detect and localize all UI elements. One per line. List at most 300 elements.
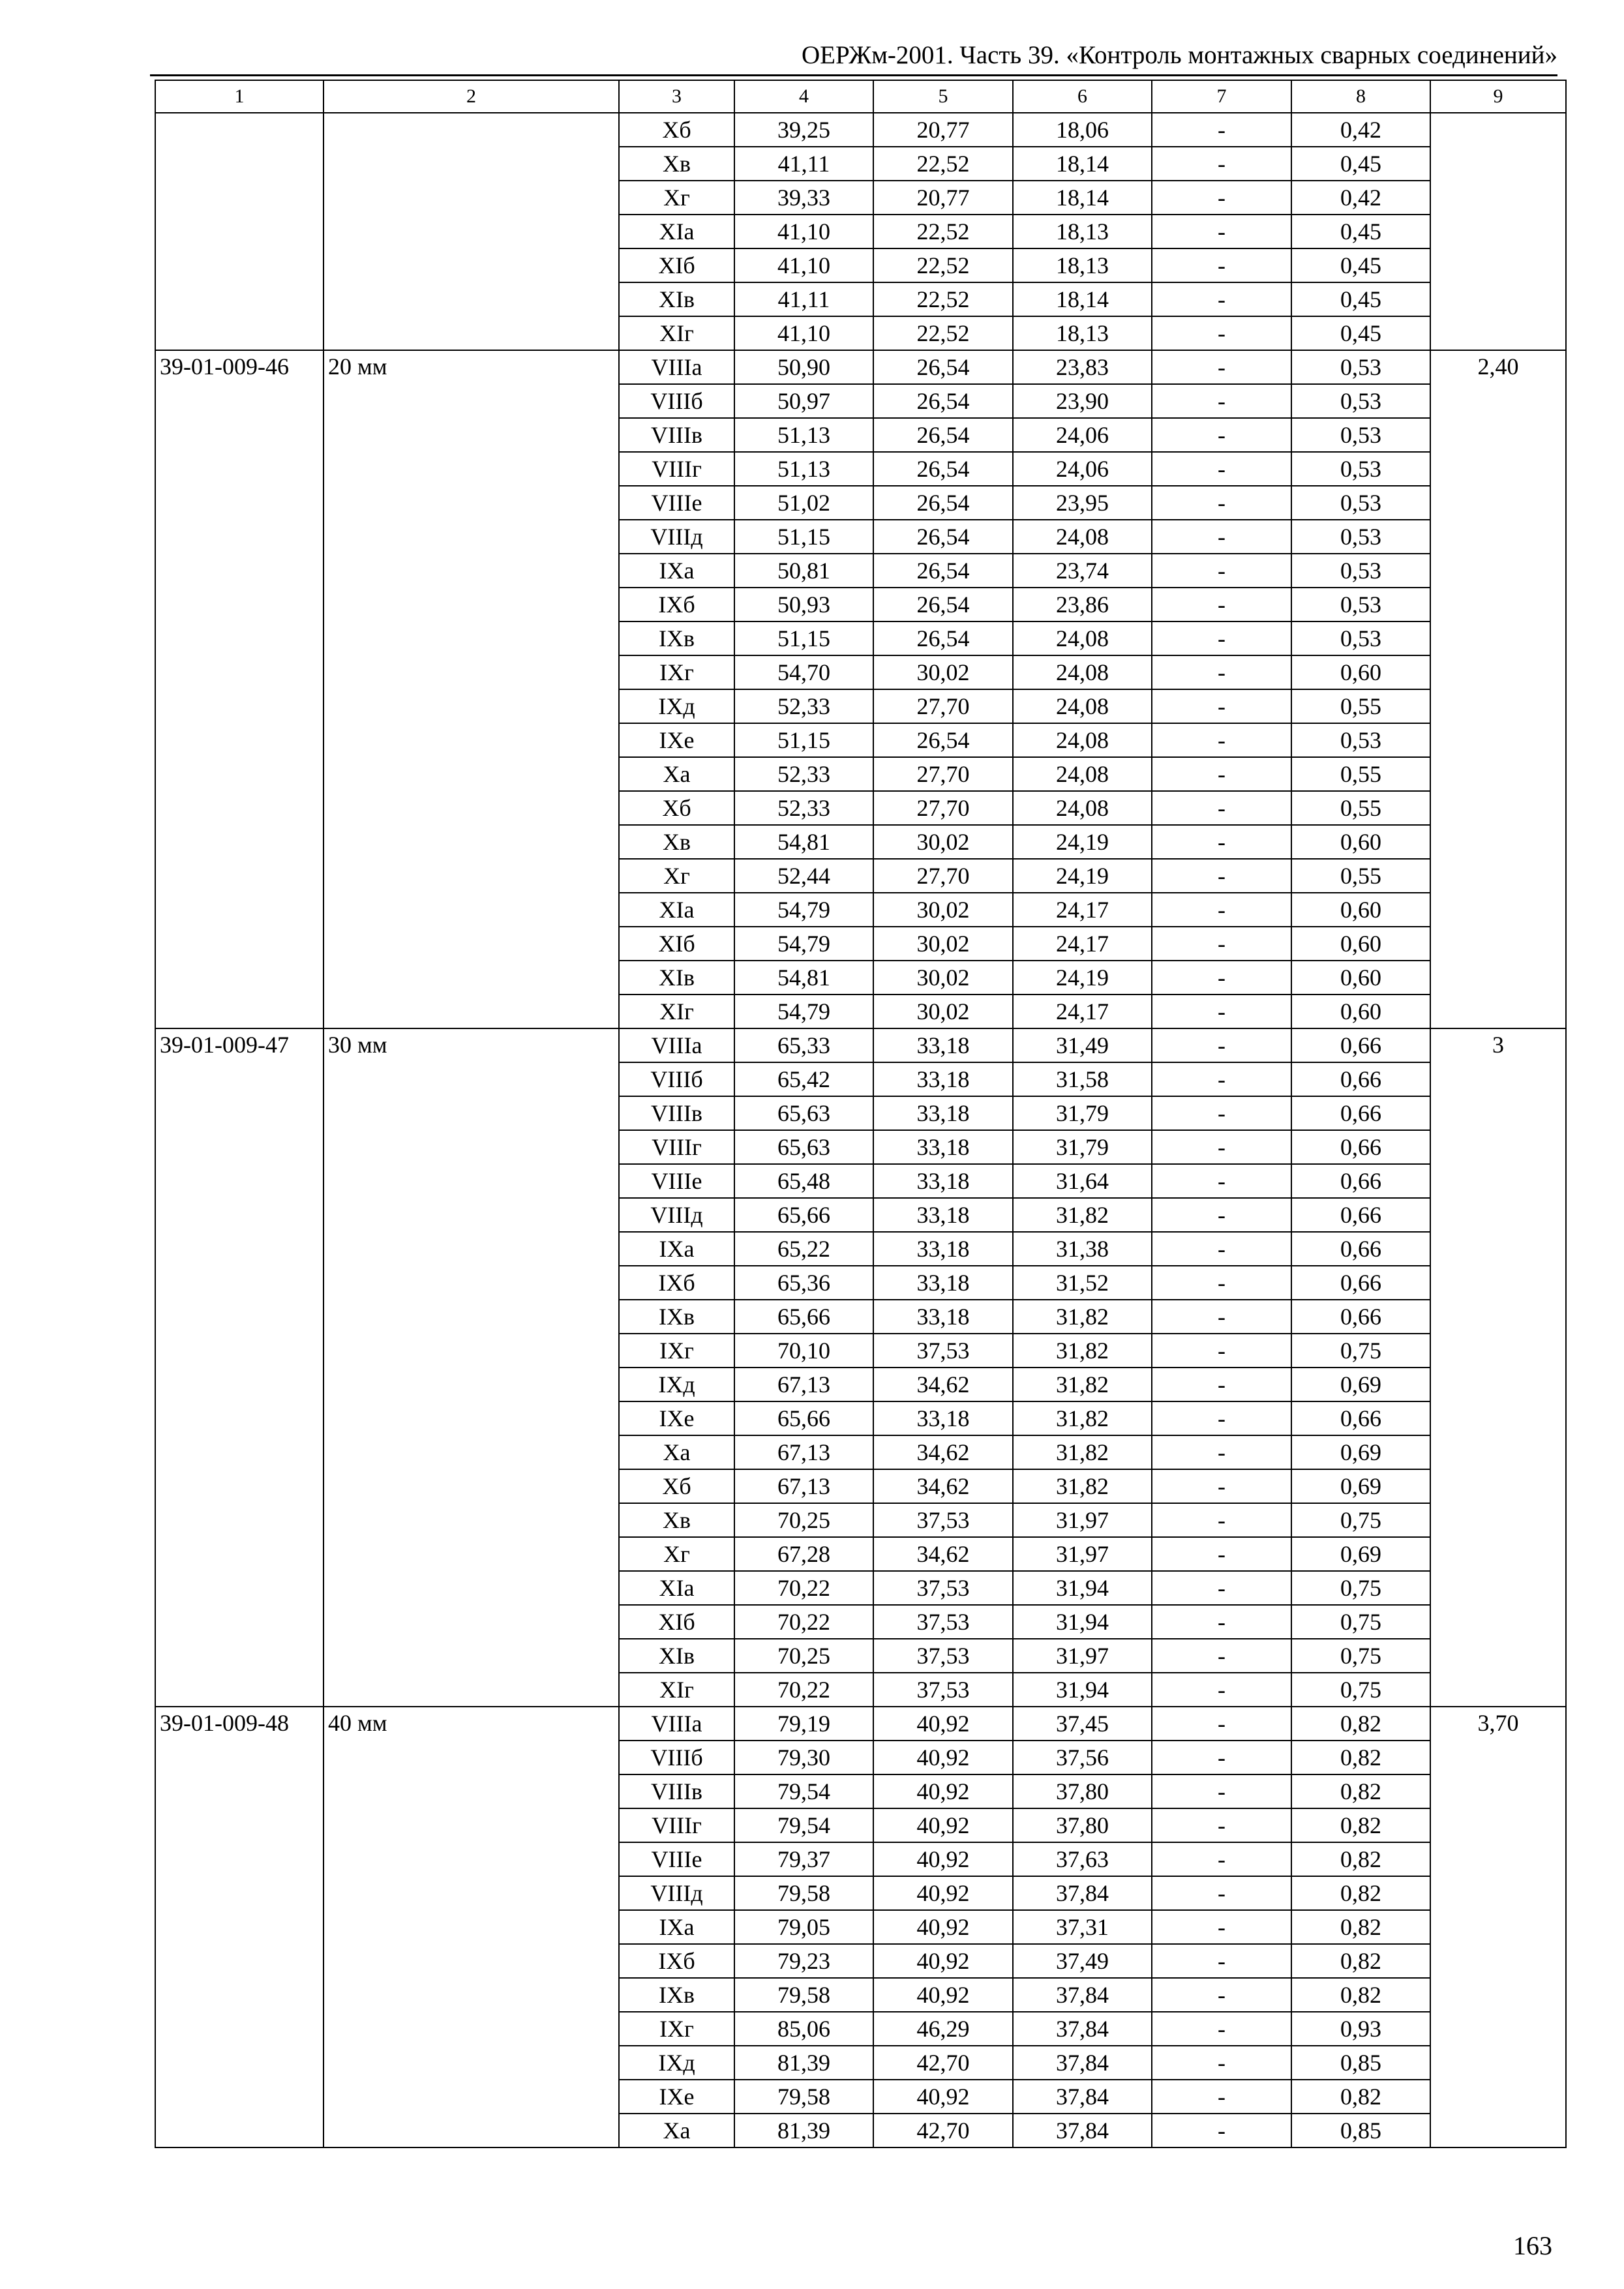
table-cell: 0,66 bbox=[1291, 1300, 1430, 1334]
table-cell: Хб bbox=[619, 113, 734, 147]
table-cell: 34,62 bbox=[873, 1469, 1013, 1503]
table-cell: IXa bbox=[619, 1910, 734, 1944]
table-cell: - bbox=[1152, 1401, 1291, 1435]
table-cell: XIa bbox=[619, 1571, 734, 1605]
table-cell: 54,79 bbox=[734, 927, 873, 961]
table-cell: Хв bbox=[619, 1503, 734, 1537]
table-cell: 33,18 bbox=[873, 1266, 1013, 1300]
table-cell: 31,97 bbox=[1013, 1503, 1152, 1537]
table-cell: 0,85 bbox=[1291, 2114, 1430, 2147]
table-cell: - bbox=[1152, 1368, 1291, 1401]
column-number: 2 bbox=[323, 80, 619, 113]
table-cell: 42,70 bbox=[873, 2046, 1013, 2080]
table-cell: 33,18 bbox=[873, 1198, 1013, 1232]
table-cell: 0,55 bbox=[1291, 791, 1430, 825]
table-cell: IXв bbox=[619, 621, 734, 655]
table-cell: 0,82 bbox=[1291, 1741, 1430, 1774]
table-cell: 0,45 bbox=[1291, 215, 1430, 248]
rates-table bbox=[155, 80, 1567, 2148]
table-cell: 70,22 bbox=[734, 1673, 873, 1707]
table-cell: 65,36 bbox=[734, 1266, 873, 1300]
table-cell: 37,84 bbox=[1013, 2046, 1152, 2080]
column-number: 5 bbox=[873, 80, 1013, 113]
table-cell: 34,62 bbox=[873, 1368, 1013, 1401]
table-cell: 40,92 bbox=[873, 1774, 1013, 1808]
table-cell: 31,49 bbox=[1013, 1028, 1152, 1062]
table-cell: 34,62 bbox=[873, 1537, 1013, 1571]
table-cell: - bbox=[1152, 147, 1291, 181]
table-cell: 37,80 bbox=[1013, 1808, 1152, 1842]
table-cell: 51,15 bbox=[734, 621, 873, 655]
table-cell: 65,66 bbox=[734, 1300, 873, 1334]
table-cell: 37,53 bbox=[873, 1639, 1013, 1673]
table-cell: 0,75 bbox=[1291, 1673, 1430, 1707]
column-number: 4 bbox=[734, 80, 873, 113]
table-cell: 54,81 bbox=[734, 825, 873, 859]
table-cell: 22,52 bbox=[873, 147, 1013, 181]
table-cell: - bbox=[1152, 1673, 1291, 1707]
table-cell: 0,53 bbox=[1291, 452, 1430, 486]
table-cell: 30,02 bbox=[873, 655, 1013, 689]
table-cell: 27,70 bbox=[873, 689, 1013, 723]
table-cell: IXг bbox=[619, 2012, 734, 2046]
table-cell: 40,92 bbox=[873, 1808, 1013, 1842]
table-cell: 24,06 bbox=[1013, 418, 1152, 452]
table-cell: 0,42 bbox=[1291, 181, 1430, 215]
table-cell: 22,52 bbox=[873, 282, 1013, 316]
table-cell: 67,13 bbox=[734, 1469, 873, 1503]
table-cell: 23,83 bbox=[1013, 350, 1152, 384]
table-cell: 20,77 bbox=[873, 113, 1013, 147]
table-cell: 18,13 bbox=[1013, 215, 1152, 248]
table-cell: Xa bbox=[619, 2114, 734, 2147]
table-cell: VIIIб bbox=[619, 1741, 734, 1774]
table-cell: - bbox=[1152, 1876, 1291, 1910]
table-cell: 31,79 bbox=[1013, 1096, 1152, 1130]
table-cell: 37,53 bbox=[873, 1334, 1013, 1368]
table-cell: - bbox=[1152, 1605, 1291, 1639]
table-cell: - bbox=[1152, 1944, 1291, 1978]
table-cell: - bbox=[1152, 723, 1291, 757]
table-cell: Хв bbox=[619, 825, 734, 859]
table-cell: 40,92 bbox=[873, 1707, 1013, 1741]
table-cell: 18,14 bbox=[1013, 181, 1152, 215]
table-cell: 31,82 bbox=[1013, 1368, 1152, 1401]
table-cell: - bbox=[1152, 1062, 1291, 1096]
table-cell: 42,70 bbox=[873, 2114, 1013, 2147]
table-cell: 0,53 bbox=[1291, 554, 1430, 588]
table-cell: 67,13 bbox=[734, 1435, 873, 1469]
table-cell: - bbox=[1152, 588, 1291, 621]
table-cell: 24,17 bbox=[1013, 927, 1152, 961]
table-cell: Хг bbox=[619, 181, 734, 215]
table-cell: 23,95 bbox=[1013, 486, 1152, 520]
table-cell: 0,60 bbox=[1291, 927, 1430, 961]
table-cell: 37,84 bbox=[1013, 2114, 1152, 2147]
table-cell: 22,52 bbox=[873, 215, 1013, 248]
table-cell: 0,53 bbox=[1291, 723, 1430, 757]
table-cell: 0,75 bbox=[1291, 1571, 1430, 1605]
table-cell: 26,54 bbox=[873, 452, 1013, 486]
table-cell: 54,70 bbox=[734, 655, 873, 689]
table-cell: - bbox=[1152, 113, 1291, 147]
table-row bbox=[155, 1028, 1566, 1062]
table-cell: - bbox=[1152, 825, 1291, 859]
rate-code-cell: 39-01-009-47 bbox=[155, 1028, 323, 1707]
table-cell: 65,66 bbox=[734, 1401, 873, 1435]
table-cell: 24,08 bbox=[1013, 621, 1152, 655]
table-cell: 31,82 bbox=[1013, 1300, 1152, 1334]
table-cell: 0,69 bbox=[1291, 1537, 1430, 1571]
table-cell: - bbox=[1152, 1707, 1291, 1741]
table-cell: 0,66 bbox=[1291, 1266, 1430, 1300]
table-cell: 51,13 bbox=[734, 452, 873, 486]
table-cell: 37,84 bbox=[1013, 2080, 1152, 2114]
table-cell: 50,81 bbox=[734, 554, 873, 588]
table-cell: VIIIe bbox=[619, 486, 734, 520]
table-cell: XIв bbox=[619, 961, 734, 995]
table-cell: 31,97 bbox=[1013, 1639, 1152, 1673]
table-cell: IXa bbox=[619, 1232, 734, 1266]
table-cell: VIIIa bbox=[619, 1707, 734, 1741]
table-cell: 79,19 bbox=[734, 1707, 873, 1741]
table-cell: 65,63 bbox=[734, 1096, 873, 1130]
table-cell: - bbox=[1152, 1266, 1291, 1300]
table-cell: 41,10 bbox=[734, 248, 873, 282]
table-cell: 40,92 bbox=[873, 1910, 1013, 1944]
table-cell: - bbox=[1152, 452, 1291, 486]
table-cell: - bbox=[1152, 995, 1291, 1028]
table-cell: - bbox=[1152, 520, 1291, 554]
table-cell: 37,84 bbox=[1013, 1978, 1152, 2012]
table-cell: - bbox=[1152, 1978, 1291, 2012]
table-cell: 0,60 bbox=[1291, 961, 1430, 995]
table-cell: 22,52 bbox=[873, 316, 1013, 350]
table-cell: 31,82 bbox=[1013, 1469, 1152, 1503]
table-cell: 79,58 bbox=[734, 1876, 873, 1910]
table-cell: 33,18 bbox=[873, 1232, 1013, 1266]
table-cell: 0,66 bbox=[1291, 1130, 1430, 1164]
table-cell: 0,69 bbox=[1291, 1469, 1430, 1503]
thickness-cell: 40 мм bbox=[323, 1707, 619, 2147]
table-cell: 26,54 bbox=[873, 350, 1013, 384]
table-cell: 70,10 bbox=[734, 1334, 873, 1368]
table-cell: 0,60 bbox=[1291, 825, 1430, 859]
table-cell: - bbox=[1152, 418, 1291, 452]
table-cell: 52,44 bbox=[734, 859, 873, 893]
table-cell: IXe bbox=[619, 1401, 734, 1435]
table-cell: 27,70 bbox=[873, 859, 1013, 893]
table-cell: 30,02 bbox=[873, 825, 1013, 859]
table-cell: IXб bbox=[619, 1944, 734, 1978]
table-cell: 65,33 bbox=[734, 1028, 873, 1062]
table-cell: 79,54 bbox=[734, 1808, 873, 1842]
table-cell: 79,30 bbox=[734, 1741, 873, 1774]
table-cell: 0,93 bbox=[1291, 2012, 1430, 2046]
table-cell: 65,22 bbox=[734, 1232, 873, 1266]
table-cell: - bbox=[1152, 893, 1291, 927]
table-cell: IXд bbox=[619, 1368, 734, 1401]
table-cell: - bbox=[1152, 384, 1291, 418]
table-cell: 37,53 bbox=[873, 1503, 1013, 1537]
table-cell: 30,02 bbox=[873, 961, 1013, 995]
thickness-cell bbox=[323, 113, 619, 350]
thickness-cell: 20 мм bbox=[323, 350, 619, 1028]
table-cell: Хг bbox=[619, 1537, 734, 1571]
table-cell: 0,66 bbox=[1291, 1028, 1430, 1062]
table-cell: 65,48 bbox=[734, 1164, 873, 1198]
table-cell: 0,66 bbox=[1291, 1232, 1430, 1266]
column-number: 8 bbox=[1291, 80, 1430, 113]
table-cell: - bbox=[1152, 1639, 1291, 1673]
table-cell: VIIIд bbox=[619, 520, 734, 554]
table-cell: 26,54 bbox=[873, 418, 1013, 452]
table-cell: 37,56 bbox=[1013, 1741, 1152, 1774]
table-cell: XIб bbox=[619, 1605, 734, 1639]
table-cell: 33,18 bbox=[873, 1164, 1013, 1198]
table-cell: 0,82 bbox=[1291, 1808, 1430, 1842]
table-cell: 39,25 bbox=[734, 113, 873, 147]
table-cell: - bbox=[1152, 350, 1291, 384]
table-cell: 0,45 bbox=[1291, 282, 1430, 316]
table-cell: 31,64 bbox=[1013, 1164, 1152, 1198]
table-cell: - bbox=[1152, 486, 1291, 520]
table-cell: XIг bbox=[619, 316, 734, 350]
table-cell: 40,92 bbox=[873, 1944, 1013, 1978]
table-cell: VIIIa bbox=[619, 1028, 734, 1062]
table-cell: 50,90 bbox=[734, 350, 873, 384]
table-cell: 51,02 bbox=[734, 486, 873, 520]
table-cell: 22,52 bbox=[873, 248, 1013, 282]
table-cell: 0,55 bbox=[1291, 689, 1430, 723]
table-cell: 79,05 bbox=[734, 1910, 873, 1944]
column-number-row bbox=[155, 80, 1566, 113]
table-cell: 67,13 bbox=[734, 1368, 873, 1401]
table-cell: - bbox=[1152, 1741, 1291, 1774]
table-cell: 37,31 bbox=[1013, 1910, 1152, 1944]
table-cell: 18,06 bbox=[1013, 113, 1152, 147]
table-cell: - bbox=[1152, 2114, 1291, 2147]
table-cell: 33,18 bbox=[873, 1130, 1013, 1164]
table-cell: 31,94 bbox=[1013, 1571, 1152, 1605]
table-cell: - bbox=[1152, 1571, 1291, 1605]
table-cell: - bbox=[1152, 961, 1291, 995]
table-cell: 79,23 bbox=[734, 1944, 873, 1978]
table-cell: 79,58 bbox=[734, 2080, 873, 2114]
table-cell: 37,84 bbox=[1013, 2012, 1152, 2046]
table-cell: 31,58 bbox=[1013, 1062, 1152, 1096]
table-cell: 24,08 bbox=[1013, 757, 1152, 791]
table-cell: 33,18 bbox=[873, 1300, 1013, 1334]
table-cell: 33,18 bbox=[873, 1096, 1013, 1130]
table-cell: 37,53 bbox=[873, 1605, 1013, 1639]
table-cell: 0,42 bbox=[1291, 113, 1430, 147]
table-cell: XIa bbox=[619, 215, 734, 248]
table-cell: IXг bbox=[619, 655, 734, 689]
table-cell: 0,53 bbox=[1291, 418, 1430, 452]
table-cell: 31,94 bbox=[1013, 1673, 1152, 1707]
table-cell: - bbox=[1152, 927, 1291, 961]
material-total-cell bbox=[1430, 113, 1566, 350]
table-cell: - bbox=[1152, 1774, 1291, 1808]
page-number: 163 bbox=[1513, 2231, 1552, 2260]
table-cell: 50,93 bbox=[734, 588, 873, 621]
table-cell: 18,13 bbox=[1013, 316, 1152, 350]
table-cell: 70,22 bbox=[734, 1605, 873, 1639]
table-cell: 54,79 bbox=[734, 893, 873, 927]
rate-code-cell: 39-01-009-46 bbox=[155, 350, 323, 1028]
table-cell: 26,54 bbox=[873, 588, 1013, 621]
header-rule bbox=[150, 74, 1557, 76]
table-cell: IXв bbox=[619, 1978, 734, 2012]
table-cell: IXв bbox=[619, 1300, 734, 1334]
table-cell: 30,02 bbox=[873, 893, 1013, 927]
table-cell: IXe bbox=[619, 2080, 734, 2114]
table-cell: 0,45 bbox=[1291, 147, 1430, 181]
table-cell: VIIIв bbox=[619, 1096, 734, 1130]
table-cell: 31,82 bbox=[1013, 1435, 1152, 1469]
table-cell: 0,69 bbox=[1291, 1368, 1430, 1401]
table-cell: 0,53 bbox=[1291, 486, 1430, 520]
rate-code-cell: 39-01-009-48 bbox=[155, 1707, 323, 2147]
table-cell: IXг bbox=[619, 1334, 734, 1368]
table-cell: - bbox=[1152, 1130, 1291, 1164]
table-cell: - bbox=[1152, 1469, 1291, 1503]
table-cell: 23,90 bbox=[1013, 384, 1152, 418]
table-cell: 26,54 bbox=[873, 621, 1013, 655]
table-cell: 0,45 bbox=[1291, 248, 1430, 282]
material-total-cell: 3,70 bbox=[1430, 1707, 1566, 2147]
table-cell: VIIIд bbox=[619, 1876, 734, 1910]
table-cell: 0,53 bbox=[1291, 621, 1430, 655]
table-cell: 81,39 bbox=[734, 2046, 873, 2080]
table-cell: VIIIд bbox=[619, 1198, 734, 1232]
table-cell: 41,11 bbox=[734, 282, 873, 316]
table-cell: Хг bbox=[619, 859, 734, 893]
table-cell: 0,60 bbox=[1291, 655, 1430, 689]
table-cell: 37,63 bbox=[1013, 1842, 1152, 1876]
table-body bbox=[155, 113, 1566, 2147]
table-cell: IXб bbox=[619, 1266, 734, 1300]
table-cell: 79,58 bbox=[734, 1978, 873, 2012]
table-cell: 24,19 bbox=[1013, 961, 1152, 995]
table-cell: VIIIв bbox=[619, 1774, 734, 1808]
table-cell: 0,66 bbox=[1291, 1164, 1430, 1198]
table-cell: - bbox=[1152, 1503, 1291, 1537]
table-cell: 41,10 bbox=[734, 316, 873, 350]
table-cell: - bbox=[1152, 248, 1291, 282]
table-row bbox=[155, 1707, 1566, 1741]
table-cell: - bbox=[1152, 621, 1291, 655]
table-cell: 26,54 bbox=[873, 486, 1013, 520]
table-cell: 41,10 bbox=[734, 215, 873, 248]
table-cell: 37,53 bbox=[873, 1571, 1013, 1605]
table-cell: XIa bbox=[619, 893, 734, 927]
table-cell: 26,54 bbox=[873, 384, 1013, 418]
table-cell: 34,62 bbox=[873, 1435, 1013, 1469]
table-cell: 54,81 bbox=[734, 961, 873, 995]
table-cell: - bbox=[1152, 181, 1291, 215]
table-cell: 0,53 bbox=[1291, 520, 1430, 554]
table-cell: VIIIг bbox=[619, 1808, 734, 1842]
table-cell: 50,97 bbox=[734, 384, 873, 418]
table-cell: 24,08 bbox=[1013, 520, 1152, 554]
table-cell: 0,75 bbox=[1291, 1334, 1430, 1368]
table-cell: XIв bbox=[619, 1639, 734, 1673]
table-cell: 52,33 bbox=[734, 791, 873, 825]
table-cell: IXб bbox=[619, 588, 734, 621]
table-cell: 0,53 bbox=[1291, 384, 1430, 418]
table-cell: 85,06 bbox=[734, 2012, 873, 2046]
table-cell: Xa bbox=[619, 757, 734, 791]
table-cell: VIIIa bbox=[619, 350, 734, 384]
table-cell: VIIIв bbox=[619, 418, 734, 452]
table-cell: 40,92 bbox=[873, 2080, 1013, 2114]
table-cell: 37,49 bbox=[1013, 1944, 1152, 1978]
table-cell: XIб bbox=[619, 248, 734, 282]
table-cell: 24,06 bbox=[1013, 452, 1152, 486]
table-cell: VIIIг bbox=[619, 1130, 734, 1164]
table-cell: 37,45 bbox=[1013, 1707, 1152, 1741]
table-cell: - bbox=[1152, 1028, 1291, 1062]
table-cell: - bbox=[1152, 316, 1291, 350]
table-row bbox=[155, 113, 1566, 147]
material-total-cell: 3 bbox=[1430, 1028, 1566, 1707]
table-cell: 41,11 bbox=[734, 147, 873, 181]
table-cell: 52,33 bbox=[734, 757, 873, 791]
table-cell: 0,82 bbox=[1291, 1774, 1430, 1808]
table-cell: 0,66 bbox=[1291, 1401, 1430, 1435]
table-cell: 33,18 bbox=[873, 1401, 1013, 1435]
table-cell: - bbox=[1152, 2080, 1291, 2114]
table-cell: 65,66 bbox=[734, 1198, 873, 1232]
table-cell: 24,08 bbox=[1013, 723, 1152, 757]
table-cell: - bbox=[1152, 1096, 1291, 1130]
table-cell: IXд bbox=[619, 689, 734, 723]
table-cell: - bbox=[1152, 1300, 1291, 1334]
table-cell: 31,94 bbox=[1013, 1605, 1152, 1639]
table-cell: Xa bbox=[619, 1435, 734, 1469]
table-cell: IXд bbox=[619, 2046, 734, 2080]
table-cell: 31,82 bbox=[1013, 1401, 1152, 1435]
column-number: 9 bbox=[1430, 80, 1566, 113]
table-cell: 40,92 bbox=[873, 1842, 1013, 1876]
table-cell: 30,02 bbox=[873, 995, 1013, 1028]
table-cell: 37,53 bbox=[873, 1673, 1013, 1707]
table-cell: 52,33 bbox=[734, 689, 873, 723]
table-cell: 0,66 bbox=[1291, 1198, 1430, 1232]
table-cell: 54,79 bbox=[734, 995, 873, 1028]
table-cell: XIг bbox=[619, 1673, 734, 1707]
table-cell: 24,08 bbox=[1013, 655, 1152, 689]
material-total-cell: 2,40 bbox=[1430, 350, 1566, 1028]
table-cell: XIг bbox=[619, 995, 734, 1028]
table-cell: - bbox=[1152, 1435, 1291, 1469]
table-cell: 70,25 bbox=[734, 1639, 873, 1673]
table-cell: - bbox=[1152, 1334, 1291, 1368]
table-cell: 30,02 bbox=[873, 927, 1013, 961]
table-cell: - bbox=[1152, 1537, 1291, 1571]
table-cell: 0,53 bbox=[1291, 588, 1430, 621]
table-cell: 40,92 bbox=[873, 1978, 1013, 2012]
table-cell: XIв bbox=[619, 282, 734, 316]
table-cell: 0,66 bbox=[1291, 1062, 1430, 1096]
table-cell: 24,17 bbox=[1013, 995, 1152, 1028]
table-cell: 24,08 bbox=[1013, 791, 1152, 825]
table-cell: 0,53 bbox=[1291, 350, 1430, 384]
table-cell: - bbox=[1152, 1808, 1291, 1842]
column-number: 6 bbox=[1013, 80, 1152, 113]
